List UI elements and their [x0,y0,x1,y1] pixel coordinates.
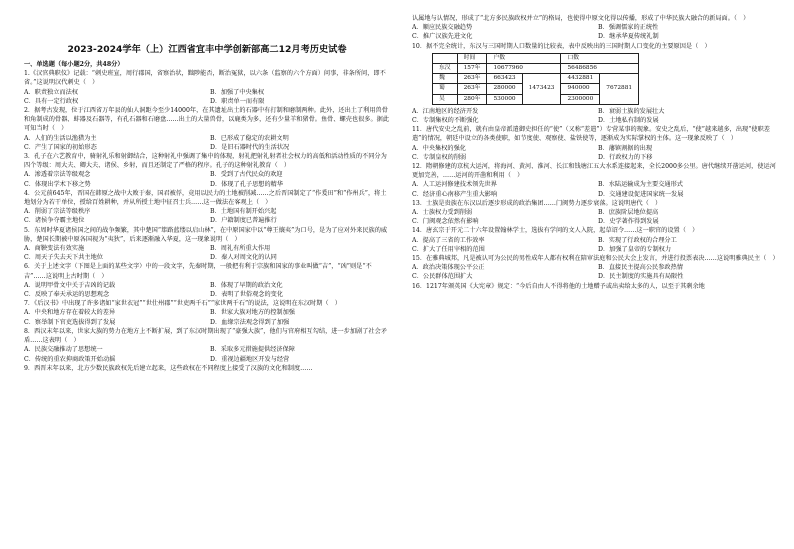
option: A．顺应民族交融趋势 [412,24,473,32]
option: D．职责单一而有限 [210,97,265,105]
option: B．强调儒家的正统性 [598,24,659,32]
table-cell: 魏 [433,74,458,84]
table-cell-total-households: 1473423 [522,74,561,105]
question-text: 14．唐玄宗于开元二十六年设置翰林学士，选拔有学问的文人入院，起草诏令……这一职官的设置（ ） [412,227,699,235]
option: C．门阀观念依然有影响 [412,218,479,226]
option: A．中央集权的强化 [412,144,466,152]
option: A．士族权力受到削弱 [412,209,473,217]
option: C．公民群体范围扩大 [412,273,473,281]
option: B．加强了中央集权 [210,88,265,96]
option: D．史学著作得到发展 [598,218,659,226]
table-cell: 2300000 [561,94,600,104]
option: A．渗透着宗法等级观念 [24,171,91,179]
question-options [24,134,390,152]
option: C．察举制下官吏选拔得到了发展 [24,318,116,326]
table-header-cell: 户数 [487,53,561,63]
question-options [412,236,778,254]
question-text: 13．士族是贵族在东汉以后逐步形成的政治集团……门阀势力逐步衰落。这说明唐代（ ） [412,199,662,207]
table-cell: 10677960 [487,64,561,74]
table-cell: 663423 [487,74,522,84]
section-heading: 一、单选题（每小题2分，共48分） [24,61,124,68]
question-10-text: 10．据不完全统计，东汉与三国时期人口数量的比较表，表中反映出的三国时期人口变化的主要原因是（ ） [412,42,711,50]
option: B．庶族阶层地位提高 [598,209,659,217]
option: D．继承华夏传统礼制 [598,33,659,41]
option: A．削弱了宗法等级秩序 [24,208,91,216]
population-table [432,53,639,105]
carryover-options [412,23,778,41]
table-cell: 56486856 [561,64,639,74]
option: D．秦人对周文化的认同 [210,254,277,262]
option: B．水陆运输成为主要交通形式 [598,181,683,189]
option: B．实现了行政权的合理分工 [598,236,677,244]
option: D．加强了皇帝的专制权力 [598,245,672,253]
option: B．直接民主提高公民参政热情 [598,264,683,272]
table-cell-total-population: 7672881 [600,74,639,105]
question-text: 8．西汉末年以来，世家大族的势力在地方上不断扩展，到了东汉时期出现了“豪强大族”，他们与官府相互勾结，进一步加剧了社会矛盾……这表明（ ） [24,327,387,345]
option: C．传统的重农抑商政策开始动摇 [24,355,116,363]
question-text: 6．关于上述文字（下图是上面的某些文字）中的一段文字，先秦时期，一般把有利于宗族和国家的事业叫做“吉”，“凶”则是“不吉”……这说明上古时期（ ） [24,263,372,280]
question-options [24,345,390,363]
option: A．人们的生活以渔猎为主 [24,134,97,142]
option: C．反映了奉天承运的思想观念 [24,291,110,299]
option: C．产生了国家的初始形态 [24,143,97,151]
option: B．衰弱士族的发展壮大 [598,107,665,115]
option: B．采取多元措施提供经济保障 [210,346,295,354]
question-options [24,88,390,106]
right-column [412,14,778,291]
table-cell: 940000 [561,84,600,94]
question-options [412,263,778,281]
table-cell: 4432881 [561,74,600,84]
table-cell: 263年 [457,84,487,94]
right-question-list [412,125,778,291]
option: B．周礼有所重大作用 [210,245,271,253]
left-question-list [24,69,390,373]
question-text: 3．孔子在六艺教育中，骑射礼乐和射御结合，这种射礼中强调了集中的体现，射礼把射礼射者社会权力的高低和活动性质的不同分为四个等级：周大夫、卿大夫、诸侯、乡射，而且还制定了严格的程序。孔子的这种射礼教育（ ） [24,153,387,170]
question-text: 2．据考古发现，位于江西省万年县的仙人洞距今至少14000年，在其遗址出土的石器中有打制和磨制两种。此外，还出土了利用兽骨和角制成的骨器、蚌器及石器等，有孔石器和石磨盘……出土的大量兽骨，以鹿类为多，还有少量羊和猪骨。鱼骨、螺壳也很多。据此可知当时（ ） [24,107,390,133]
option: A．职责独立而法权 [24,88,78,96]
question-options [412,144,778,162]
option: D．土地私有制的发展 [598,117,659,125]
table-cell: 530000 [487,94,522,104]
question-10-options [412,107,778,125]
question-text: 4．公元前645年，晋国在韩原之战中大败于秦，国君被俘，竟用以民力的土地被削减……之后晋国制定了“作爰田”和“作州兵”，将土地划分为若干单位，授给百姓耕种，并从所授土地中征召士兵……这一做法在客观上（ ） [24,189,387,207]
left-column [24,14,390,373]
option: C．具有一定行政权 [24,97,79,105]
option: B．世家大族对地方的控制加强 [210,309,295,317]
option: B．藩镇割据的出现 [598,144,653,152]
table-cell: 蜀 [433,84,458,94]
option: B．体现了早期的政治文化 [210,281,283,289]
carryover-text: 认属地与认情况，形成了“北方多民族政权并立”的格局，也使得中原文化得以传播，形成了中华民族大融合的新局面。（ ） [412,15,750,22]
option: A．政治决策体现公平公正 [412,264,485,272]
question-options [24,170,390,188]
table-cell: 吴 [433,94,458,104]
option: C．扩大了任用宰相的范围 [412,245,485,253]
question-text: 12．隋朝修建的京杭大运河，将海河、黄河、淮河、长江和钱塘江五大水系连接起来，全长2000多公里。唐代继续开凿运河，使运河更加完善，……运河的开凿和利用（ ） [412,163,776,180]
table-row [433,74,639,84]
question-options [24,308,390,326]
table-header-cell [433,53,458,63]
option: B．受到了古代民众的欢迎 [210,171,283,179]
question-text: 1.《汉官典职仪》记载：“刺史班宣，周行郡国，省察治状，黜陟能否，断治冤狱，以六条（监察的六个方面）问事，非条所问，即不省。”这说明汉代刺史（ ） [24,70,386,87]
question-text: 5．东周时华夏诸侯国之间的战争频繁，其中楚国“筚路蓝缕以启山林”，在中原国家中以“尊王攘夷”为口号，是为了应对外来民族的威胁，楚国长期被中原各国视为“夷狄”，后来逐渐融入华夏，这一现象说明（ ） [24,226,388,243]
option: D．重视边疆地区开发与经营 [210,355,290,363]
option: A．民族交融推动了思想统一 [24,346,103,354]
option: D．体现了孔子思想的精华 [210,180,284,188]
option: A．人工运河修建技术领先世界 [412,181,497,189]
question-options [412,180,778,198]
option: C．诸侯争夺霸主地位 [24,217,85,225]
question-text: 9．西晋末年以来，北方少数民族政权先后建立起来，这些政权在不同程度上接受了汉族的文化和制度…… [24,364,313,372]
option: C．推广汉族先进文化 [412,33,473,41]
question-options [24,207,390,225]
option: D．血缘宗法观念得到了加强 [210,318,290,326]
option: A．中央和地方存在着较大的差异 [24,309,116,317]
option: C．专制集权的不断强化 [412,117,479,125]
question-text: 15．在雅典城邦，凡是被认可为公民的男性成年人都有权利在陪审法庭和公民大会上发言，并进行投票表决……这说明雅典民主（ ） [412,255,779,263]
table-header-cell: 口数 [561,53,639,63]
option: B．已形成了稳定的农耕文明 [210,134,289,142]
table-cell: 280000 [487,84,522,94]
option: D．表明了世俗观念的变化 [210,291,284,299]
question-text: 11．唐代安史之乱前，就有由皇帝派遣御史担任的“使”（又称“差遣”）专营某事的现象。安史之乱后，“使”越来越多，出现“使职差遣”的情况，朝廷中设立的各类使职，如节度使、观察使、盐铁使等，逐渐成为实际掌权的主体。这一现象反映了（ ） [412,126,770,143]
option: A．提高了三省的工作效率 [412,236,485,244]
table-header-cell: 时间 [457,53,487,63]
table-cell: 280年 [457,94,487,104]
option: A．商鞅变法有效实施 [24,245,85,253]
option: C．周天子失去天下共主地位 [24,254,103,262]
table-row [433,64,639,74]
option: D．是旧石器时代的生活状况 [210,143,290,151]
option: A．说明甲骨文中关于吉凶的记载 [24,281,116,289]
option: D．行政权力的下移 [598,153,653,161]
option: A．江南地区的经济开发 [412,107,479,115]
table-cell: 东汉 [433,64,458,74]
option: C．专制皇权的削弱 [412,153,467,161]
question-options [24,281,390,299]
question-options [24,244,390,262]
option: B．土地国有制开始兴起 [210,208,277,216]
exam-title: 2023-2024学年（上）江西省宜丰中学创新部高二12月考历史试卷 [67,44,347,55]
option: D．交通建设促进国家统一发展 [598,190,684,198]
table-header-row [433,53,639,63]
question-text: 16．1217年颁英国《大宪章》规定：“今后自由人不得将他的土地赠予或出卖给太多的人，以至于其剩余地 [412,282,705,290]
option: D．民主制度的实施具有局限性 [598,273,684,281]
question-text: 7．《后汉书》中出现了许多诸如“家世衣冠”“世仕州郡”“世吏两千石”“家世两千石”的说法，这说明在东汉时期（ ） [24,300,341,308]
option: D．户籍制度已普遍推行 [210,217,277,225]
option: C．经济重心南移产生重大影响 [412,190,498,198]
table-cell: 157年 [457,64,487,74]
question-options [412,208,778,226]
table-cell: 263年 [457,74,487,84]
option: C．体现出学术下移之势 [24,180,91,188]
